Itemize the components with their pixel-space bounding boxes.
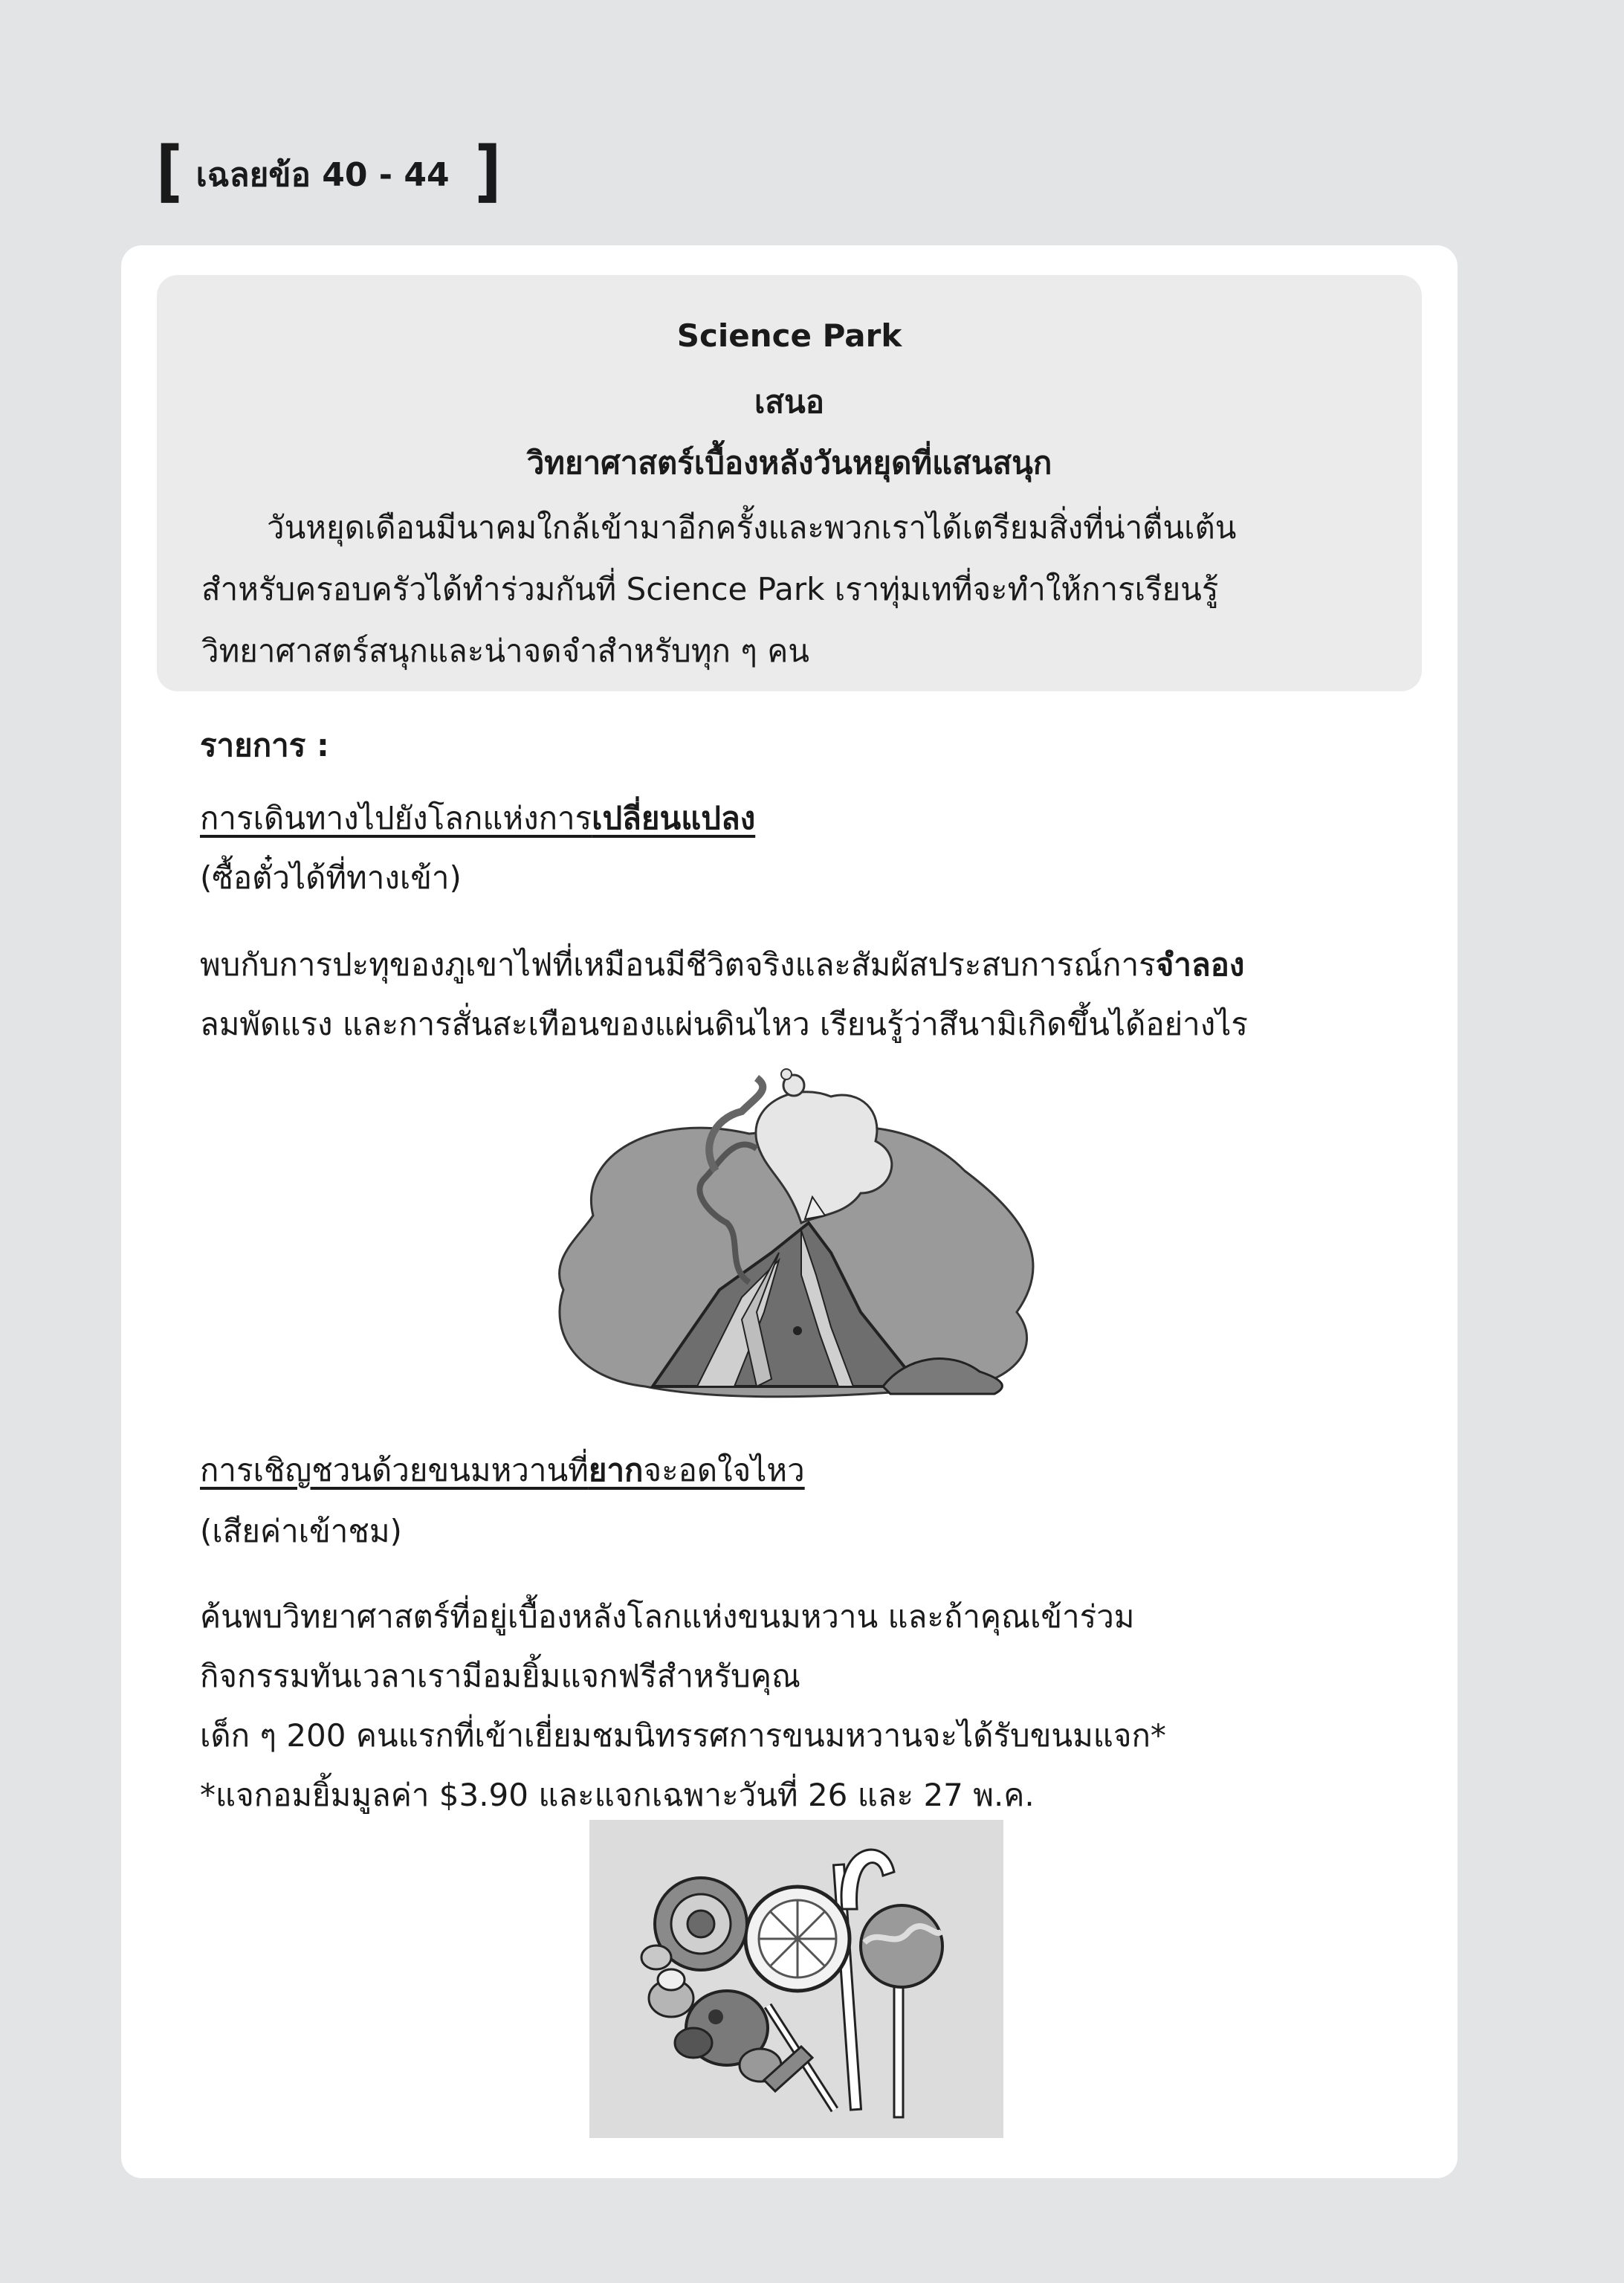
- event1-title: [200, 794, 755, 843]
- intro-line-2: สำหรับครอบครัวได้ทำร่วมกันที่ Science Park เราทุ่มเทที่จะทำให้การเรียนรู้: [201, 571, 1219, 607]
- intro-headline: วิทยาศาสตร์เบื้องหลังวันหยุดที่แสนสนุก: [526, 445, 1052, 481]
- event1-desc-plain: พบกับการปะทุของภูเขาไฟที่เหมือนมีชีวิตจริงและสัมผัสประสบการณ์การ: [200, 946, 1156, 983]
- event1-title-bold: เปลี่ยนแปลง: [592, 800, 756, 836]
- event1-desc-bold: จำลอง: [1155, 946, 1245, 983]
- event1-title-plain: การเดินทางไปยังโลกแห่งการ: [200, 800, 592, 836]
- event2-desc-line-2: กิจกรรมทันเวลาเรามีอมยิ้มแจกฟรีสำหรับคุณ: [200, 1658, 800, 1694]
- event2-note: (เสียค่าเข้าชม): [200, 1513, 402, 1549]
- intro-title: Science Park: [676, 317, 902, 354]
- intro-box: [157, 275, 1422, 691]
- event2-desc-line-1: ค้นพบวิทยาศาสตร์ที่อยู่เบื้องหลังโลกแห่งขนมหวาน และถ้าคุณเข้าร่วม: [200, 1598, 1135, 1635]
- event2-title-bold: ยาก: [588, 1452, 644, 1488]
- open-bracket: [: [156, 133, 183, 210]
- content-card: [121, 245, 1458, 2178]
- event2-desc-line-3: เด็ก ๆ 200 คนแรกที่เข้าเยี่ยมชมนิทรรศการขนมหวานจะได้รับขนมแจก*: [200, 1717, 1166, 1754]
- heading-text: เฉลยข้อ 40 - 44: [195, 156, 450, 194]
- intro-line-1: วันหยุดเดือนมีนาคมใกล้เข้ามาอีกครั้งและพวกเราได้เตรียมสิ่งที่น่าตื่นเต้น: [267, 509, 1237, 546]
- event2-title: [200, 1446, 805, 1495]
- volcano-illustration: [534, 1067, 1106, 1409]
- intro-paragraph: [201, 497, 1376, 682]
- close-bracket: ]: [474, 133, 502, 210]
- intro-subtitle: เสนอ: [754, 384, 824, 420]
- event2-desc-line-4: *แจกอมยิ้มมูลค่า $3.90 และแจกเฉพาะวันที่ 26 และ 27 พ.ค.: [200, 1777, 1035, 1813]
- event1-desc-line-1: [200, 940, 1244, 989]
- candy-illustration: [589, 1820, 1003, 2138]
- event2-title-plain-1: การเชิญชวนด้วยขนมหวานที่: [200, 1452, 589, 1488]
- event2-title-plain-2: จะอดใจไหว: [643, 1452, 805, 1488]
- agenda-label: รายการ :: [200, 727, 329, 763]
- section-heading: [156, 133, 502, 210]
- event1-note: (ซื้อตั๋วได้ที่ทางเข้า): [200, 859, 462, 896]
- intro-line-3: วิทยาศาสตร์สนุกและน่าจดจำสำหรับทุก ๆ คน: [201, 633, 809, 669]
- event1-desc-line-2: ลมพัดแรง และการสั่นสะเทือนของแผ่นดินไหว เรียนรู้ว่าสึนามิเกิดขึ้นได้อย่างไร: [200, 1006, 1248, 1042]
